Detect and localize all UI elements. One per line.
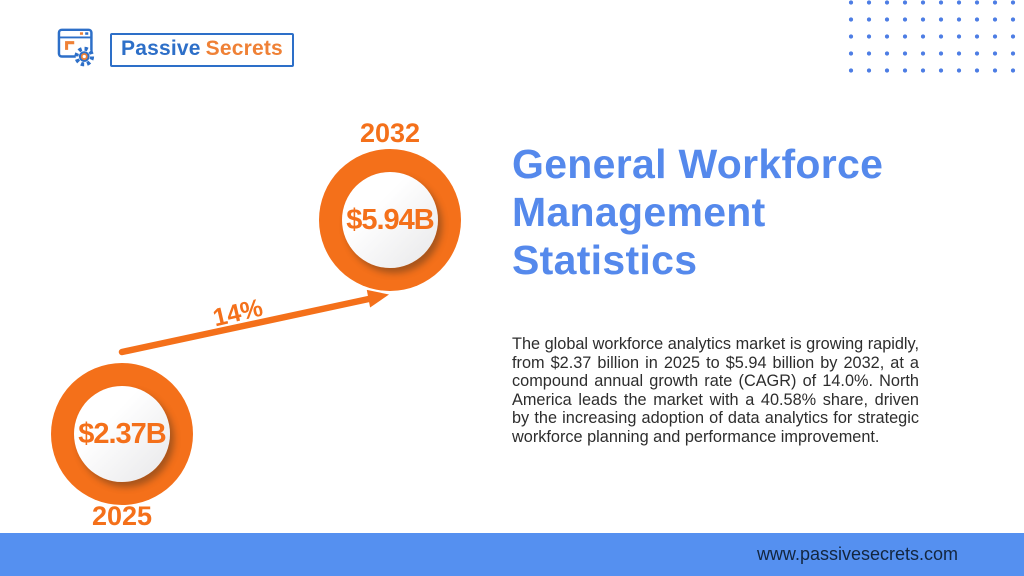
year-label-2025: 2025 bbox=[91, 501, 153, 531]
footer-bar bbox=[0, 533, 1024, 576]
bubble-2032 bbox=[319, 149, 461, 291]
footer-website-url: www.passivesecrets.com bbox=[756, 544, 958, 564]
growth-rate-label: 14% bbox=[210, 293, 266, 333]
page-title-text: General Workforce Management Statistics bbox=[512, 141, 884, 283]
browser-gear-icon bbox=[56, 26, 102, 73]
bubble-2025-inner bbox=[74, 386, 170, 482]
bubble-2032-inner bbox=[342, 172, 438, 268]
description-paragraph: The global workforce analytics market is growing rapidly, from $2.37 billion in 2025 to $5.94 billion by 2032, at a compound annual growth rate (CAGR) of 14.0%. North America leads the market with a 40.58% share, driven by the increasing adoption of data analytics for strategic workforce planning and performance improvement. bbox=[512, 335, 919, 446]
value-2032: $5.94B bbox=[346, 203, 434, 236]
page-title bbox=[512, 140, 982, 284]
logo-word-passive: Passive bbox=[121, 36, 201, 60]
value-2025: $2.37B bbox=[78, 417, 166, 450]
logo-word-secrets: Secrets bbox=[205, 36, 283, 60]
dot-grid-pattern bbox=[842, 0, 1024, 82]
year-label-2032: 2032 bbox=[359, 118, 421, 148]
logo-wordmark bbox=[110, 33, 294, 67]
brand-logo bbox=[56, 26, 294, 73]
bubble-2025 bbox=[51, 363, 193, 505]
